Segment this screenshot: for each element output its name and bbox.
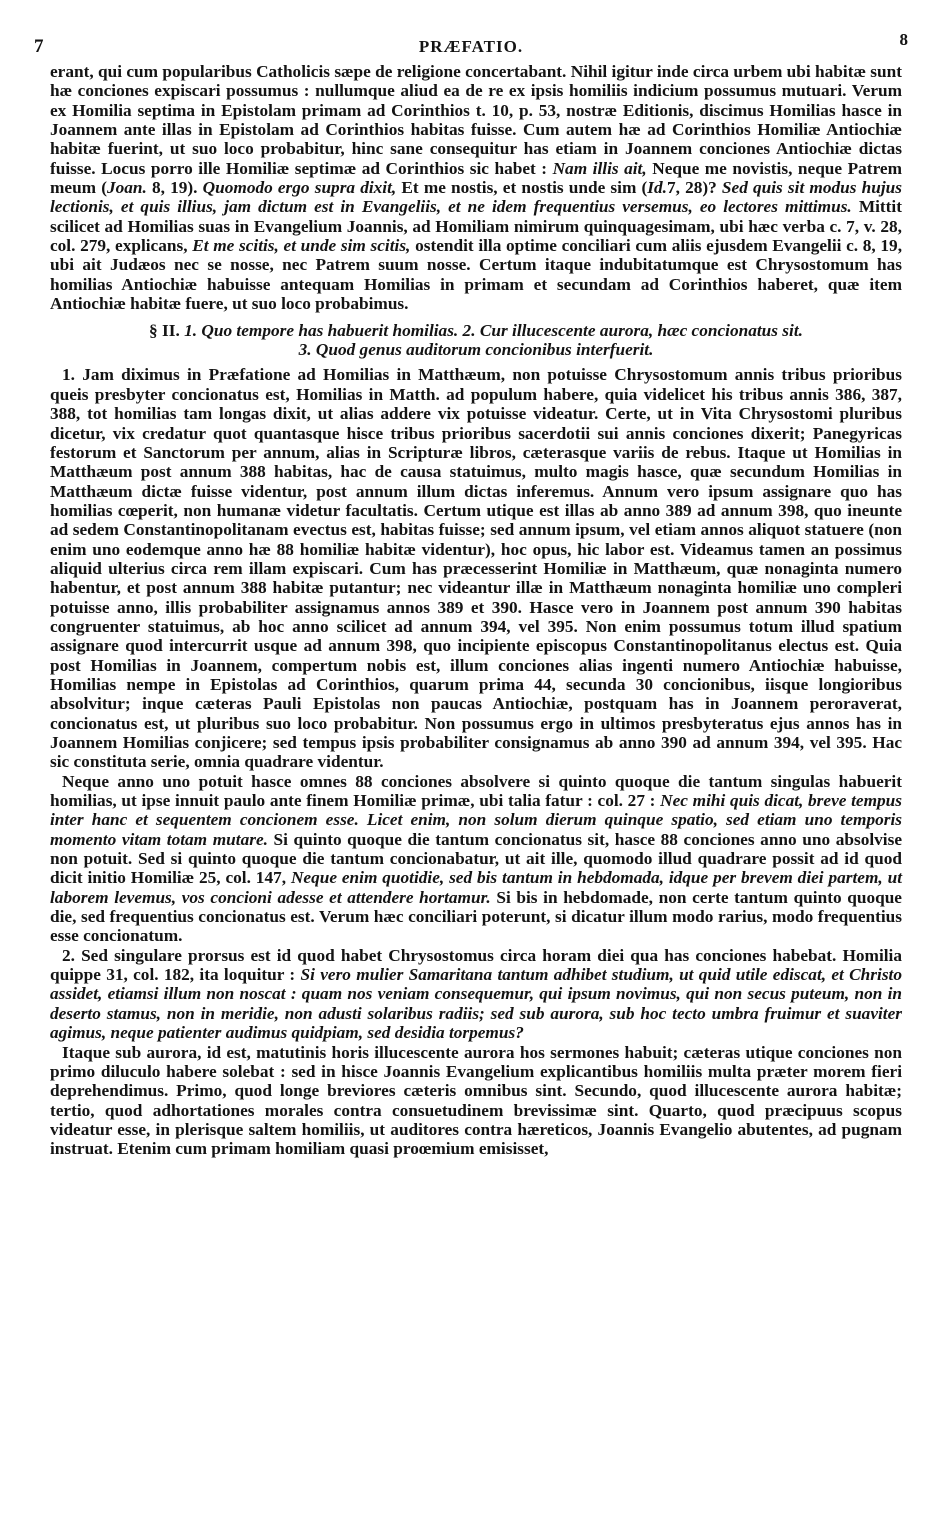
section-heading-line-1: 1. Quo tempore has habuerit homilias. 2. Cur illucescente aurora, hæc concionatus sit.: [184, 321, 803, 341]
paragraph-2: Neque anno uno potuit hasce omnes 88 conciones absolvere si quinto quoque die tantum singulas habuerit homilias, ut ipse innuit paulo ante finem Homiliæ primæ, ubi talia fatur : col. 27 : Nec mihi quis dicat, breve tempus inter hanc et sequentem concionem esse. Licet enim, non solum dierum quinque spatio, sed etiam uno temporis momento vitam totam mutare. Si quinto quoque die tantum concionatus sit, hasce 88 conciones anno uno absolvise non potuit. Sed si quinto quoque die tantum concionabatur, ut ait ille, quomodo illud quadrare possit ad id quod dicit initio Homiliæ 25, col. 147, Neque enim quotidie, sed bis tantum in hebdomada, idque per brevem diei partem, ut laborem levemus, vos concioni adesse et attendere hortamur. Si bis in hebdomade, non certe tantum quinto quoque die, sed frequentius concionatus est. Verum hæc conciliari poterunt, si dicatur illum modo rarius, modo frequentius esse concionatum.: [50, 771, 903, 946]
section-mark: § II.: [149, 321, 180, 341]
paragraph-4: Itaque sub aurora, id est, matutinis horis illucescente aurora hos sermones habuit; cæteras utique conciones non primo diluculo habere solebat : sed in hisce Joannis Evangelium explicantibus homiliis multa præter morem fieri deprehendimus. Primo, quod longe breviores cæteris omnibus sint. Secundo, quod illucescente aurora habitæ; tertio, quod adhortationes morales contra consuetudinem brevissimæ sint. Quarto, quod præcipuus scopus videatur esse, in plerisque saltem homiliis, ut auditores contra hæreticos, Joannis Evangelio abutentes, ad pugnam instruat. Etenim cum primam homiliam quasi proœmium emisisset,: [50, 1042, 902, 1159]
running-title: PRÆFATIO.: [418, 37, 524, 56]
text-body: [50, 62, 902, 1159]
paragraph-1: 1. Jam diximus in Præfatione ad Homilias in Matthæum, non potuisse Chrysostomum annis tribus prioribus queis presbyter concionatus est, Homilias in Matth. ad populum habere, quia videlicet his tribus annis 386, 387, 388, tot homilias tam longas dixit, ut alias addere vix potuisse videatur. Certe, ut in Vita Chrysostomi pluribus dicetur, vix credatur quot quantasque hisce tribus prioribus sacerdotii sui annis conciones dixerit; Panegyricas festorum et Sanctorum per annum, alias in Scripturæ libros, cæterasque variis de rebus. Itaque ut Homilias in Matthæum post annum 388 habitas, hac de causa statuimus, multo magis hasce, quæ secundum Homilias in Matthæum dictæ fuisse videntur, post annum illum dictas inferemus. Annum vero ipsum assignare quo has homilias cœperit, non humanæ videtur facultatis. Certum utique est illas ab anno 389 ad annum 398, quo ineunte ad sedem Constantinopolitanam evectus est, habitas fuisse; sed annum ipsum, vel etiam annos aliquot statuere (non enim uno eodemque anno hæ 88 homiliæ habitæ videntur), hoc opus, hic labor est. Videamus tamen an possimus aliquid ulterius circa rem illam expiscari. Cum has præcesserint Homiliæ in Matthæum, quæ nonaginta numero habentur, et post annum 388 habitæ putantur; nec videantur illæ in Matthæum nonaginta homiliæ uno compleri potuisse anno, illis probabiliter assignamus annos 389 et 390. Hasce vero in Joannem post annum 390 habitas congruenter statuimus, ab hoc anno scilicet ad annum 394, vel 395. Non enim possumus totum illud spatium assignare quod intercurrit usque ad annum 398, quo incipiente episcopus Constantinopolitanus electus est. Quia post Homilias in Joannem, compertum nobis est, illum conciones alias ingenti numero Antiochiæ habuisse, Homilias nempe in Epistolas ad Corinthios, quarum prima 44, secunda 30 concionibus, iisque longioribus absolvitur; inque cæteras Pauli Epistolas non paucas Antiochiæ, postquam has in Joannem peroraverat, concionatus est, ut pluribus suo loco probabitur. Non possumus ergo in ultimos presbyteratus ejus annos has in Joannem Homilias conjicere; sed tempus ipsis probabiliter consignamus ab anno 390 ad annum 394, vel 395. Hac sic constituta serie, omnia quadrare videntur.: [50, 365, 902, 772]
paragraph-3: 2. Sed singulare prorsus est id quod habet Chrysostomus circa horam diei qua has conciones habebat. Homilia quippe 31, col. 182, ita loquitur : Si vero mulier Samaritana tantum adhibet studium, ut quid utile ediscat, et Christo assidet, etiamsi illum non noscat : quam nos veniam consequemur, qui ipsum novimus, qui non secus puteum, non in deserto stamus, non in meridie, non adusti solaribus radiis; sed sub aurora, sub hoc tecto umbra fruimur et suaviter agimus, neque patienter audimus quidpiam, sed desidia torpemus?: [50, 945, 902, 1043]
page-number-left: 7: [34, 36, 44, 57]
section-heading-line-2: 3. Quod genus auditorum concionibus interfuerit.: [298, 340, 654, 360]
section-heading: [50, 321, 902, 359]
page-number-right: 8: [899, 30, 908, 49]
intro-paragraph: erant, qui cum popularibus Catholicis sæpe de religione concertabant. Nihil igitur inde circa urbem ubi habitæ sunt hæ conciones expiscari possumus : nullumque aliud ea de re ex ipsis homiliis indicium possumus mutuari. Verum ex Homilia septima in Epistolam primam ad Corinthios t. 10, p. 53, nostræ Editionis, discimus Homilias hasce in Joannem ante illas in Epistolam ad Corinthios habitas fuisse. Cum autem hæ ad Corinthios Homiliæ Antiochiæ habitæ fuerint, ut suo loco probabitur, hinc sane consequitur has etiam in Joannem conciones Antiochiæ dictas fuisse. Locus porro ille Homiliæ septimæ ad Corinthios sic habet : Nam illis ait, Neque me novistis, neque Patrem meum (Joan. 8, 19). Quomodo ergo supra dixit, Et me nostis, et nostis unde sim (Id.7, 28)? Sed quis sit modus hujus lectionis, et quis illius, jam dictum est in Evangeliis, et ne idem frequentius versemus, eo lectores mittimus. Mittit scilicet ad Homilias suas in Evangelium Joannis, ad Homiliam nimirum quinquagesimam, ubi hæc verba c. 7, v. 28, col. 279, explicans, Et me scitis, et unde sim scitis, ostendit illa optime conciliari cum aliis ejusdem Evangelii c. 8, 19, ubi ait Judæos nec se nosse, nec Patrem suum nosse. Certum itaque indubitatumque est Chrysostomum has homilias Antiochiæ habuisse antequam Homilias in primam et secundam ad Corinthios haberet, quæ item Antiochiæ habitæ fuere, ut suo loco probabimus.: [50, 62, 903, 314]
page-header: [34, 30, 908, 62]
